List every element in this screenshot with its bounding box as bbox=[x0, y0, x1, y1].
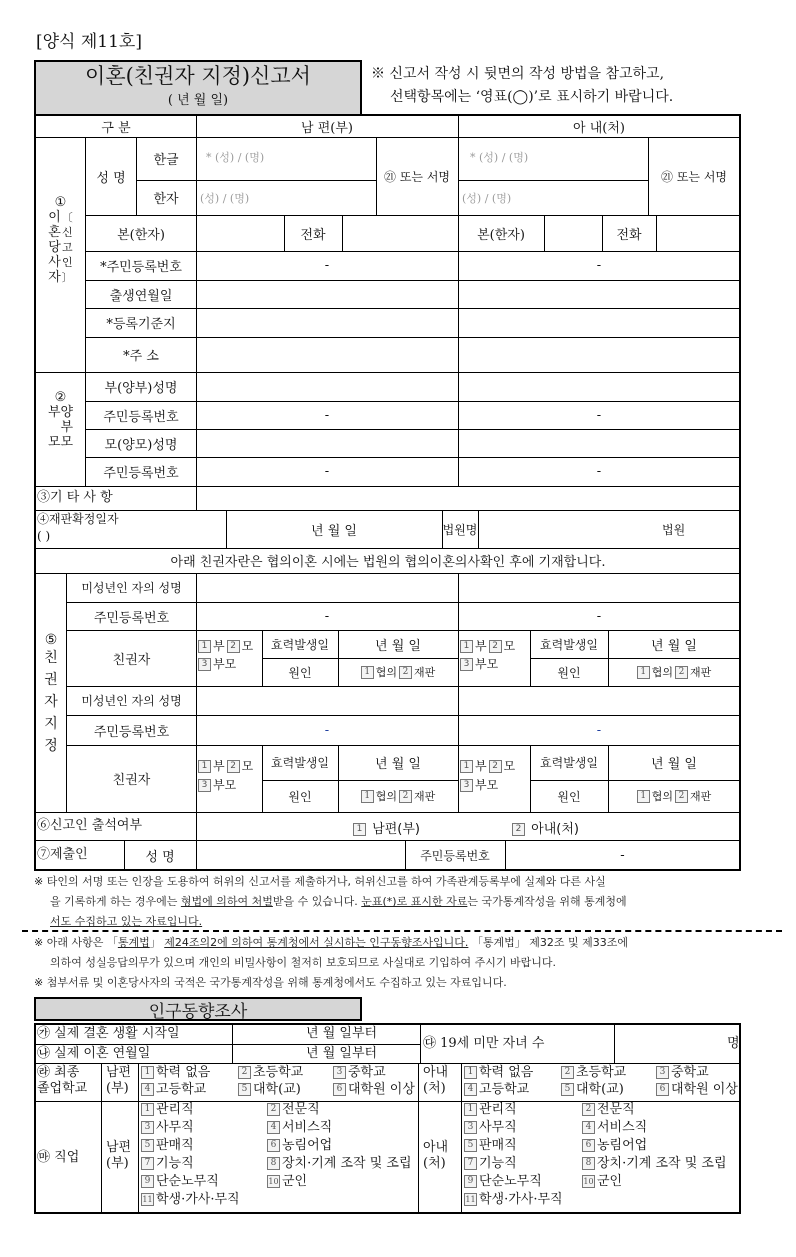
job-option[interactable] bbox=[141, 1139, 194, 1152]
checkbox-icon: 3 bbox=[333, 1066, 346, 1079]
submitter-rrn-input[interactable]: - bbox=[620, 847, 625, 863]
section7-label: ⑦제출인 bbox=[37, 847, 88, 862]
checkbox-icon: 11 bbox=[465, 1195, 476, 1204]
effective-date-input[interactable]: 년 월 일 bbox=[375, 638, 421, 654]
effective-date-input[interactable]: 년 월 일 bbox=[651, 638, 697, 654]
edu-husband-label-2: (부) bbox=[106, 1081, 129, 1096]
name-label: 성 명 bbox=[96, 170, 126, 186]
checkbox-icon: 5 bbox=[141, 1139, 154, 1152]
job-wife-label-2: (처) bbox=[423, 1156, 446, 1171]
education-option-label: 고등학교 bbox=[479, 1082, 530, 1097]
job-option[interactable] bbox=[141, 1121, 194, 1134]
job-husband-label-2: (부) bbox=[106, 1156, 129, 1171]
survey-d-label-2: 졸업학교 bbox=[37, 1081, 88, 1096]
custodian-option-3[interactable]: 3 부모 bbox=[198, 655, 236, 672]
minor2-rrn-husband[interactable]: - bbox=[324, 722, 330, 738]
effective-date-label: 효력발생일 bbox=[271, 637, 329, 652]
checkbox-icon: 6 bbox=[267, 1139, 280, 1152]
checkbox-icon: 1 bbox=[464, 1066, 477, 1079]
education-option[interactable] bbox=[464, 1083, 529, 1096]
custodian-options[interactable]: 1 부 2 모 bbox=[460, 757, 515, 774]
job-option[interactable] bbox=[141, 1175, 219, 1188]
checkbox-icon: 2 bbox=[561, 1066, 574, 1079]
job-option[interactable] bbox=[464, 1121, 517, 1134]
effective-date-label: 효력발생일 bbox=[271, 756, 329, 770]
education-option[interactable] bbox=[561, 1083, 624, 1096]
effective-date-label: 효력발생일 bbox=[540, 637, 598, 652]
section2-label: ② 부 모 양 부 모 bbox=[47, 390, 74, 450]
instruction-line-2: 선택항목에는 ‘영표(◯)’로 표시하기 바랍니다. bbox=[390, 89, 674, 105]
checkbox-icon: 5 bbox=[561, 1083, 574, 1096]
registry-label: *등록기준지 bbox=[106, 317, 176, 332]
cause-label: 원인 bbox=[557, 789, 581, 804]
survey-b-label: ㉯ 실제 이혼 연월일 bbox=[37, 1046, 151, 1061]
education-option-label: 고등학교 bbox=[156, 1082, 207, 1097]
job-option[interactable] bbox=[267, 1139, 332, 1152]
checkbox-icon: 2 bbox=[267, 1103, 280, 1116]
job-option-label: 서비스직 bbox=[597, 1120, 648, 1135]
checkbox-icon: 3 bbox=[464, 1121, 477, 1134]
job-wife-label-1: 아내 bbox=[423, 1140, 449, 1155]
custodian1-label: 친권자 bbox=[112, 652, 151, 668]
job-option-label: 서비스직 bbox=[282, 1120, 333, 1135]
survey-title-box bbox=[34, 997, 362, 1021]
court-suffix: 법원 bbox=[662, 523, 686, 537]
job-option-label: 학생·가사·무직 bbox=[479, 1192, 563, 1207]
job-option-label: 판매직 bbox=[156, 1138, 194, 1153]
bon-label-wife: 본(한자) bbox=[477, 227, 525, 243]
checkbox-icon: 6 bbox=[582, 1139, 595, 1152]
survey-c-label: ㉰ 19세 미만 자녀 수 bbox=[423, 1036, 545, 1051]
job-option-label: 장치·기계 조작 및 조립 bbox=[597, 1156, 727, 1171]
address-label: *주 소 bbox=[123, 349, 159, 364]
custody-notice: 아래 친권자란은 협의이혼 시에는 법원의 협의이혼의사확인 후에 기재합니다. bbox=[170, 555, 606, 570]
note-1-line-1: ※ 타인의 서명 또는 인장을 도용하여 허위의 신고서를 제출하거나, 허위신고를 하여 가족관계등록부에 실제와 다른 사실 bbox=[34, 875, 606, 888]
instruction-line-1: ※ 신고서 작성 시 뒷면의 작성 방법을 참고하고, bbox=[371, 66, 665, 82]
court-name-label: 법원명 bbox=[442, 522, 478, 537]
wife-seal-or-signature[interactable]: ㉑ 또는 서명 bbox=[661, 169, 727, 184]
checkbox-icon: 11 bbox=[142, 1195, 153, 1204]
education-option[interactable] bbox=[464, 1066, 533, 1079]
job-option[interactable] bbox=[141, 1193, 240, 1206]
wife-hanja-name-input[interactable]: (성) / (명) bbox=[462, 192, 512, 205]
job-option-label: 기능직 bbox=[156, 1156, 194, 1171]
checkbox-icon: 5 bbox=[464, 1139, 477, 1152]
education-option-label: 학력 없음 bbox=[156, 1065, 211, 1080]
checkbox-icon: 10 bbox=[583, 1177, 594, 1186]
custodian-options[interactable]: 1 부 2 모 bbox=[460, 637, 515, 654]
checkbox-icon: 3 bbox=[141, 1121, 154, 1134]
checkbox-icon: 4 bbox=[267, 1121, 280, 1134]
edu-wife-label-2: (처) bbox=[423, 1081, 446, 1096]
checkbox-icon: 9 bbox=[141, 1175, 154, 1188]
education-option[interactable] bbox=[141, 1083, 206, 1096]
form-number: [양식 제11호] bbox=[36, 32, 142, 52]
job-option-label: 사무직 bbox=[479, 1120, 517, 1135]
minor2-rrn-wife[interactable]: - bbox=[596, 722, 602, 738]
job-option[interactable] bbox=[464, 1193, 563, 1206]
education-option[interactable] bbox=[238, 1083, 301, 1096]
job-option-label: 관리직 bbox=[479, 1102, 517, 1117]
judgment-date-input[interactable]: 년 월 일 bbox=[311, 523, 357, 539]
attendance-husband-option[interactable]: 1 남편(부) bbox=[353, 818, 420, 837]
checkbox-icon: 4 bbox=[464, 1083, 477, 1096]
education-option-label: 초등학교 bbox=[253, 1065, 304, 1080]
job-option[interactable] bbox=[464, 1175, 542, 1188]
job-option[interactable] bbox=[464, 1157, 517, 1170]
job-option-label: 농림어업 bbox=[597, 1138, 648, 1153]
checkbox-icon: 5 bbox=[238, 1083, 251, 1096]
edu-wife-label-1: 아내 bbox=[423, 1065, 449, 1080]
job-option[interactable] bbox=[582, 1103, 635, 1116]
cause-options[interactable]: 1 협의 2 재판 bbox=[338, 780, 458, 812]
form-date-line: ( 년 월 일) bbox=[167, 93, 229, 108]
custodian-options[interactable]: 1 부 2 모 bbox=[198, 757, 253, 774]
attendance-wife-option[interactable]: 2 아내(처) bbox=[512, 818, 579, 837]
header-husband: 남 편(부) bbox=[301, 121, 353, 136]
job-option[interactable] bbox=[582, 1157, 727, 1170]
job-option[interactable] bbox=[141, 1103, 194, 1116]
job-option[interactable] bbox=[582, 1139, 647, 1152]
job-option[interactable] bbox=[582, 1175, 622, 1188]
education-option[interactable] bbox=[561, 1066, 626, 1079]
survey-e-label: ㉲ 직업 bbox=[37, 1150, 80, 1165]
checkbox-icon: 1 bbox=[464, 1103, 477, 1116]
minor1-rrn-label: 주민등록번호 bbox=[93, 610, 170, 626]
hangul-label: 한글 bbox=[153, 153, 179, 168]
minor1-rrn-husband[interactable]: - bbox=[324, 608, 330, 624]
job-option-label: 농림어업 bbox=[282, 1138, 333, 1153]
cause-label: 원인 bbox=[557, 665, 581, 680]
wife-rrn-input[interactable]: - bbox=[596, 258, 602, 273]
checkbox-icon: 1 bbox=[141, 1066, 154, 1079]
header-category: 구 분 bbox=[101, 121, 131, 136]
effective-date-input[interactable]: 년 월 일 bbox=[375, 757, 421, 772]
job-option[interactable] bbox=[464, 1103, 517, 1116]
job-option-label: 전문직 bbox=[282, 1102, 320, 1117]
header-wife: 아 내(처) bbox=[573, 121, 625, 136]
section4-paren: ( ) bbox=[37, 529, 51, 543]
husband-father-rrn[interactable]: - bbox=[324, 407, 330, 423]
education-option-label: 중학교 bbox=[348, 1065, 386, 1080]
husband-rrn-input[interactable]: - bbox=[324, 258, 330, 273]
job-option[interactable] bbox=[267, 1121, 332, 1134]
checkbox-icon: 8 bbox=[582, 1157, 595, 1170]
edu-husband-label-1: 남편 bbox=[106, 1065, 132, 1080]
rrn-label: *주민등록번호 bbox=[100, 260, 182, 275]
cause-label: 원인 bbox=[288, 789, 312, 804]
education-option[interactable] bbox=[656, 1066, 709, 1079]
section1-label: ① 이 혼 당 사 자 〔 신 고 인 〕 bbox=[36, 195, 85, 285]
job-option-label: 단순노무직 bbox=[156, 1174, 219, 1189]
job-option[interactable] bbox=[141, 1157, 194, 1170]
job-option-label: 기능직 bbox=[479, 1156, 517, 1171]
checkbox-icon: 9 bbox=[464, 1175, 477, 1188]
job-option-label: 사무직 bbox=[156, 1120, 194, 1135]
bon-label-husband: 본(한자) bbox=[117, 227, 165, 243]
checkbox-icon: 6 bbox=[656, 1083, 669, 1096]
note-1-line-2: 을 기록하게 하는 경우에는 형법에 의하여 처벌받을 수 있습니다. 눈표(*)로 표시한 자료는 국가통계작성을 위해 통계청에 bbox=[50, 895, 627, 908]
minor1-name-label: 미성년인 자의 성명 bbox=[81, 581, 182, 595]
submitter-rrn-label: 주민등록번호 bbox=[420, 848, 490, 863]
cause-options[interactable]: 1 협의 2 재판 bbox=[338, 658, 458, 686]
note-2-line-1: ※ 아래 사항은 「통계법」 제24조의2에 의하여 통계청에서 실시하는 인구동향조사입니다. 「통계법」 제32조 및 제33조에 bbox=[34, 936, 628, 949]
note-2-line-2: 의하여 성실응답의무가 있으며 개인의 비밀사항이 철저히 보호되므로 사실대로 기입하여 주시기 바랍니다. bbox=[50, 956, 557, 969]
dashed-separator bbox=[22, 930, 782, 932]
survey-d-label-1: ㉱ 최종 bbox=[37, 1065, 80, 1080]
custodian-options[interactable]: 1 부 2 모 bbox=[198, 637, 253, 654]
education-option-label: 대학(교) bbox=[253, 1082, 301, 1097]
job-option-label: 군인 bbox=[597, 1174, 623, 1189]
father-rrn-label: 주민등록번호 bbox=[103, 409, 179, 425]
husband-hanja-name-input[interactable]: (성) / (명) bbox=[200, 192, 250, 205]
job-option[interactable] bbox=[464, 1139, 517, 1152]
note-1-line-3: 서도 수집하고 있는 자료입니다. bbox=[50, 915, 203, 928]
checkbox-icon: 6 bbox=[333, 1083, 346, 1096]
education-option-label: 대학(교) bbox=[576, 1082, 624, 1097]
custodian-option-3[interactable]: 3 부모 bbox=[460, 655, 498, 672]
education-option[interactable] bbox=[238, 1066, 303, 1079]
checkbox-icon: 3 bbox=[656, 1066, 669, 1079]
checkbox-icon: 4 bbox=[582, 1121, 595, 1134]
section4-label: ④재판확정일자 bbox=[37, 512, 119, 526]
survey-a-label: ㉮ 실제 결혼 생활 시작일 bbox=[37, 1026, 180, 1041]
cause-label: 원인 bbox=[288, 665, 312, 680]
minor2-rrn-label: 주민등록번호 bbox=[93, 724, 170, 740]
effective-date-input[interactable]: 년 월 일 bbox=[651, 757, 697, 772]
education-option[interactable] bbox=[656, 1083, 738, 1096]
job-option[interactable] bbox=[267, 1103, 320, 1116]
custodian2-label: 친권자 bbox=[112, 773, 151, 788]
job-option[interactable] bbox=[267, 1175, 307, 1188]
phone-label-husband: 전화 bbox=[300, 227, 326, 243]
divorce-date-input[interactable]: 년 월 일부터 bbox=[306, 1046, 378, 1061]
phone-label-wife: 전화 bbox=[616, 227, 642, 243]
children-count-unit: 명 bbox=[727, 1036, 740, 1051]
education-option-label: 대학원 이상 bbox=[671, 1082, 738, 1097]
husband-hangul-name-input[interactable]: * (성) / (명) bbox=[206, 151, 265, 164]
checkbox-icon: 8 bbox=[267, 1157, 280, 1170]
husband-mother-rrn[interactable]: - bbox=[324, 464, 330, 479]
education-option[interactable] bbox=[333, 1083, 415, 1096]
hanja-label: 한자 bbox=[153, 192, 179, 207]
education-option-label: 대학원 이상 bbox=[348, 1082, 415, 1097]
note-3: ※ 첨부서류 및 이혼당사자의 국적은 국가통계작성을 위해 통계청에서도 수집하고 있는 자료입니다. bbox=[34, 976, 507, 989]
checkbox-icon: 7 bbox=[464, 1157, 477, 1170]
minor2-name-label: 미성년인 자의 성명 bbox=[81, 694, 182, 708]
birth-label: 출생연월일 bbox=[109, 288, 173, 304]
checkbox-icon: 2 bbox=[238, 1066, 251, 1079]
custodian-option-3[interactable]: 3 부모 bbox=[198, 776, 236, 793]
submitter-name-label: 성 명 bbox=[145, 849, 175, 865]
checkbox-icon: 2 bbox=[582, 1103, 595, 1116]
job-option-label: 판매직 bbox=[479, 1138, 517, 1153]
minor1-rrn-wife[interactable]: - bbox=[596, 608, 602, 624]
education-option-label: 중학교 bbox=[671, 1065, 709, 1080]
checkbox-icon: 10 bbox=[268, 1177, 279, 1186]
education-option-label: 초등학교 bbox=[576, 1065, 627, 1080]
education-option[interactable] bbox=[141, 1066, 210, 1079]
section1-num: ① bbox=[54, 195, 67, 210]
checkbox-icon: 7 bbox=[141, 1157, 154, 1170]
section3-label: ③기 타 사 항 bbox=[37, 490, 113, 505]
job-option-label: 군인 bbox=[282, 1174, 308, 1189]
wife-mother-rrn[interactable]: - bbox=[596, 464, 602, 479]
education-option[interactable] bbox=[333, 1066, 386, 1079]
cause-options[interactable]: 1 협의 2 재판 bbox=[608, 658, 740, 686]
mother-name-label: 모(양모)성명 bbox=[104, 437, 178, 453]
checkbox-icon: 4 bbox=[141, 1083, 154, 1096]
job-option[interactable] bbox=[267, 1157, 412, 1170]
checkbox-icon: 1 bbox=[141, 1103, 154, 1116]
job-husband-label-1: 남편 bbox=[106, 1140, 132, 1155]
job-option-label: 학생·가사·무직 bbox=[156, 1192, 240, 1207]
job-option-label: 전문직 bbox=[597, 1102, 635, 1117]
mother-rrn-label: 주민등록번호 bbox=[103, 466, 179, 481]
wife-father-rrn[interactable]: - bbox=[596, 407, 602, 423]
form-title: 이혼(친권자 지정)신고서 bbox=[85, 64, 311, 88]
husband-seal-or-signature[interactable]: ㉑ 또는 서명 bbox=[384, 169, 450, 184]
father-name-label: 부(양부)성명 bbox=[104, 381, 178, 396]
job-option-label: 장치·기계 조작 및 조립 bbox=[282, 1156, 412, 1171]
education-option-label: 학력 없음 bbox=[479, 1065, 534, 1080]
job-option[interactable] bbox=[582, 1121, 647, 1134]
survey-title: 인구동향조사 bbox=[148, 1001, 248, 1022]
marriage-start-date-input[interactable]: 년 월 일부터 bbox=[306, 1026, 378, 1041]
effective-date-label: 효력발생일 bbox=[540, 756, 598, 770]
section6-label: ⑥신고인 출석여부 bbox=[37, 818, 143, 833]
wife-hangul-name-input[interactable]: * (성) / (명) bbox=[470, 151, 529, 164]
section5-label: ⑤ 친 권 자 지 정 bbox=[44, 632, 58, 754]
job-option-label: 단순노무직 bbox=[479, 1174, 542, 1189]
custodian-option-3[interactable]: 3 부모 bbox=[460, 776, 498, 793]
cause-options[interactable]: 1 협의 2 재판 bbox=[608, 780, 740, 812]
job-option-label: 관리직 bbox=[156, 1102, 194, 1117]
